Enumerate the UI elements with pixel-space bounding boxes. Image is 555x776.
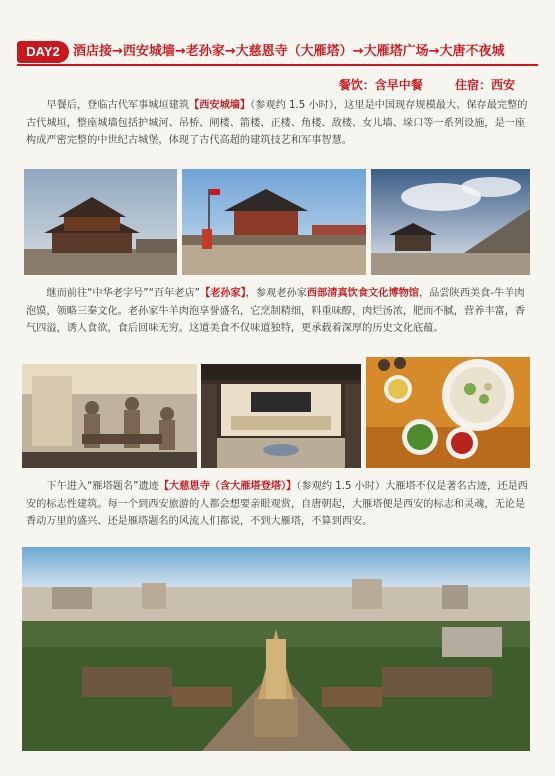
photo-big-wild-goose-pagoda: [22, 547, 530, 751]
hotel-label: 住宿：西安: [454, 78, 515, 92]
photo-paomo-dish: [366, 357, 530, 468]
day-badge: DAY2: [17, 41, 69, 63]
paragraph-dacien-temple: [26, 478, 531, 531]
photo-city-wall-gate: [182, 169, 366, 275]
paragraph-laosunjia: [26, 285, 531, 338]
photo-city-wall-tower: [24, 169, 177, 275]
p2-text-mid: ，参观老孙家: [245, 288, 307, 299]
p1-highlight: 【西安城墙】: [189, 100, 251, 111]
p3-highlight: 【大慈恩寺（含大雁塔登塔）】: [158, 481, 297, 492]
p2-highlight-restaurant: 【老孙家】: [199, 288, 246, 299]
p2-text-pre: 继而前往“中华老字号”“百年老店”: [46, 288, 200, 299]
paragraph-city-wall: [26, 97, 531, 150]
day-header: [17, 41, 538, 65]
photo-museum-statues: [22, 364, 197, 468]
p3-text-pre: 下午进入“雁塔题名”遗迹: [46, 481, 159, 492]
day-route-title: 酒店接→西安城墙→老孙家→大慈恩寺（大雁塔）→大雁塔广场→大唐不夜城: [73, 44, 505, 59]
meals-info: [311, 76, 515, 93]
header-divider: [17, 64, 538, 66]
p2-highlight-museum: 西部清真饮食文化博物馆: [306, 288, 419, 299]
p3-text-post: （参观约 1.5 小时）大雁塔不仅是著名古迹，还是西安的标志性建筑。每一个到西安旅游的人都会想要亲眼观赏，自唐朝起，大雁塔便是西安的标志和灵魂，无论是香动万里的盛兴、还是雁塔题名的风流人们都说，不到大雁塔，不算到西安。: [26, 481, 528, 527]
photo-museum-hall: [201, 364, 361, 468]
p2-text-post: ，品尝陕西美食-牛羊肉泡馍，领略三秦文化。老孙家牛羊肉泡享誉盛名，它烹制精细，料重味醇，肉烂汤浓，肥而不腻，营养丰富，香气四溢，诱人食欲，食后回味无穷。这道美食不仅味道独特，更承载着深厚的历史文化底蕴。: [26, 288, 526, 334]
p1-text-post: （参观约 1.5 小时），这里是中国现存规模最大、保存最完整的古代城垣，整座城墙包括护城河、吊桥、闸楼、箭楼、正楼、角楼、敌楼、女儿墙、垛口等一系列设施，是一座构成严密完整的中世纪古城堡，体现了古代高超的建筑技艺和军事智慧。: [26, 100, 528, 146]
p1-text-pre: 早餐后，登临古代军事城垣建筑: [46, 100, 190, 111]
photo-city-wall-rampart: [371, 169, 530, 275]
meals-label: 餐饮：含早中餐: [338, 78, 423, 92]
